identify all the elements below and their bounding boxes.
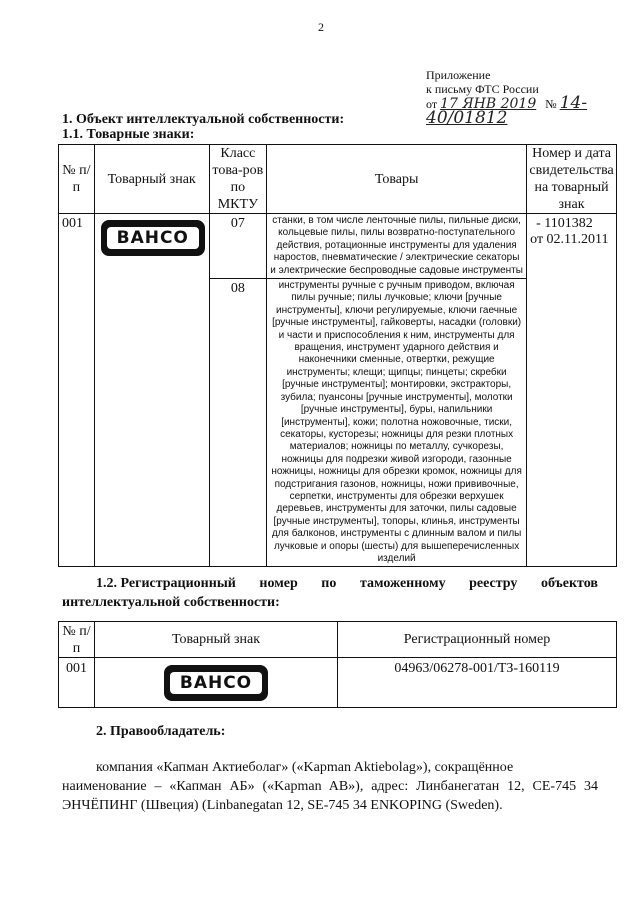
certificate-number: - 1101382: [536, 216, 593, 231]
section12-title-line2: интеллектуальной собственности:: [62, 595, 280, 610]
bahco-logo: BAHCO: [164, 665, 268, 701]
page-number: 2: [318, 20, 324, 34]
trademark-table: [58, 144, 617, 567]
col-header-mark: Товарный знак: [94, 145, 209, 214]
registration-table: [58, 621, 617, 708]
registration-number: 04963/06278-001/ТЗ-160119: [338, 658, 617, 708]
col-header-cert: Номер и дата свидетельства на товарный знак: [527, 145, 617, 214]
table-row: [59, 658, 617, 708]
rightholder-text: компания «Капман Актиеболаг» («Kapman Aktiebolag»), сокращённое наименование – «Капман АБ» («Kapman AB»), адрес: Линбанегатан 12, СЕ-745 34 ЭНЧЁПИНГ (Швеция) (Linbanegatan 12, SE-745 34 ENKOPING (Sweden).: [62, 760, 598, 813]
section2-title: 2. Правообладатель:: [96, 724, 226, 739]
handwritten-date: 17 ЯНВ 2019: [440, 96, 537, 112]
table-row: [59, 214, 617, 279]
reg-col-header-mark: Товарный знак: [95, 622, 338, 658]
col-header-class: Класс това-ров по МКТУ: [209, 145, 266, 214]
annex-letter-ref: к письму ФТС России: [426, 82, 539, 96]
col-header-goods: Товары: [267, 145, 527, 214]
certificate-date: от 02.11.2011: [530, 232, 609, 247]
annex-title: Приложение: [426, 68, 491, 82]
goods-class-07: станки, в том числе ленточные пилы, пильные диски, кольцевые пилы, пилы возвратно-поступательного действия, ротационные инструменты для удаления наростов, пневматические / электрические секаторы и электрические беспроводные садовые инструменты: [267, 214, 527, 279]
bahco-logo: BAHCO: [101, 220, 205, 256]
reg-row-number: 001: [59, 658, 95, 708]
section1-title: 1. Объект интеллектуальной собственности:: [62, 112, 345, 127]
col-header-num: № п/п: [59, 145, 95, 214]
reg-trademark-cell: [95, 658, 338, 708]
certificate-cell: [527, 214, 617, 567]
goods-class-08: инструменты ручные с ручным приводом, включая пилы ручные; пилы лучковые; ключи [ручные инструменты], ключи регулируемые, ключи гаечные [ручные инструменты], гайковерты, насадки (головки) и части и приспособления к ним, инструменты для вращения, инструмент ударного действия и наконечники сменные, отвертки, режущие инструменты; клещи; щипцы; пинцеты; скребки [ручные инструменты]; монтировки, экстракторы, зубила; пуансоны [ручные инструменты], молотки [ручные инструменты], буры, напильники [инструменты], кожи; полотна ножовочные, тиски, секаторы, кусторезы; ножницы для резки плотных материалов; ножницы по металлу, сучкорезы, ножницы для подрезки живой изгороди, газонные ножницы, ножницы для обрезки кромок, ножницы для подстригания газонов, ножницы, ножи прививочные, серпетки, инструменты для обрезки верхушек деревьев, инструменты для заточки, пилы садовые [ручные инструменты], топоры, клинья, инструменты для балконов, инструменты с длинным валом и пилы лучковые и опоры (шесты) для вышеперечисленных изделий: [267, 279, 527, 567]
annex-header: [426, 68, 640, 126]
trademark-cell: [94, 214, 209, 567]
class-07: 07: [209, 214, 266, 279]
section12-title-line1: 1.2. Регистрационный номер по таможенному реестру объектов: [96, 576, 598, 591]
handwritten-number: 14-40/01812: [426, 93, 588, 128]
row-number: 001: [59, 214, 95, 567]
reg-col-header-num: № п/п: [59, 622, 95, 658]
section12-title: [62, 574, 598, 612]
section11-title: 1.1. Товарные знаки:: [62, 127, 195, 142]
annex-date-number: от 17 ЯНВ 2019 № 14-40/01812: [426, 93, 588, 128]
class-08: 08: [209, 279, 266, 567]
reg-col-header-reg: Регистрационный номер: [338, 622, 617, 658]
